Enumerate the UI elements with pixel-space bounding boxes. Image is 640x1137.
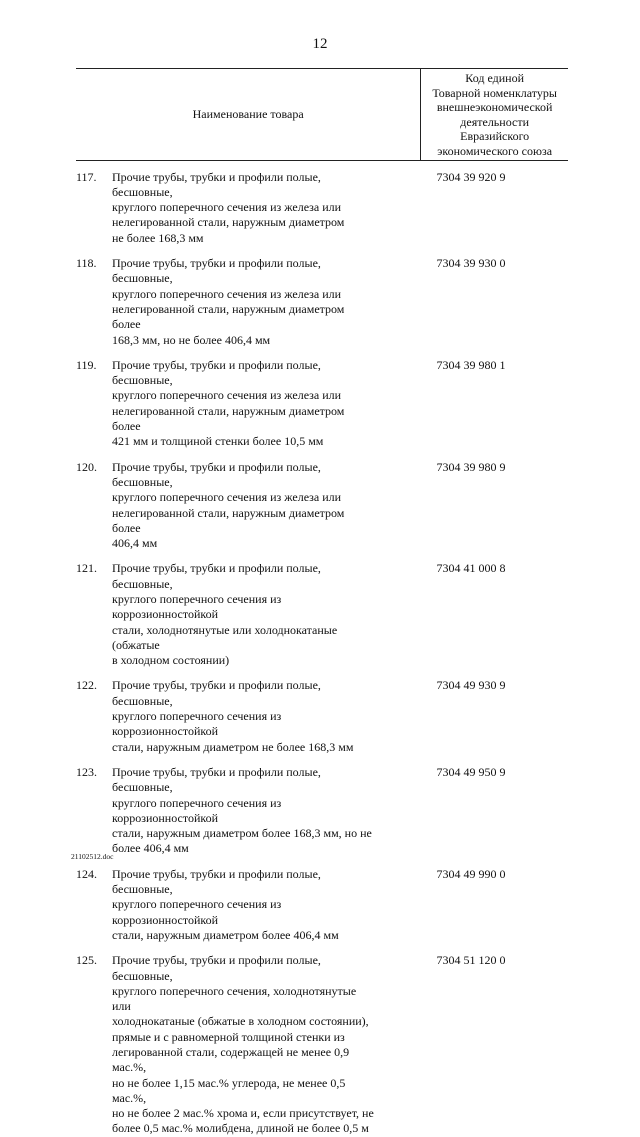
table-row: [76, 170, 568, 246]
row-code: 7304 39 980 1: [436, 357, 506, 372]
description-line: но не более 2 мас.% хрома и, если присутствует, не: [112, 1106, 374, 1121]
header-code-line: внешнеэкономической: [436, 100, 553, 115]
row-number: 118.: [76, 256, 97, 271]
description-line: более 0,5 мас.% молибдена, длиной не более 0,5 м: [112, 1121, 369, 1136]
description-line: нелегированной стали, наружным диаметром более: [112, 301, 345, 332]
description-line: Прочие трубы, трубки и профили полые, бесшовные,: [112, 764, 321, 795]
goods-table: [76, 68, 568, 1137]
description-line: круглого поперечного сечения из коррозионностойкой: [112, 795, 282, 825]
row-code: 7304 49 950 9: [436, 764, 506, 779]
description-line: стали, наружным диаметром не более 168,3 мм: [112, 739, 354, 754]
document-filename: 21102512.doc: [71, 852, 114, 861]
page-number: 12: [312, 36, 328, 52]
header-code-line: Код единой: [465, 71, 524, 85]
row-description: [112, 561, 374, 668]
description-line: круглого поперечного сечения из железа или: [112, 388, 342, 403]
description-line: Прочие трубы, трубки и профили полые, бесшовные,: [112, 357, 321, 388]
description-line: 168,3 мм, но не более 406,4 мм: [112, 332, 271, 347]
row-number: 117.: [76, 169, 97, 184]
description-line: Прочие трубы, трубки и профили полые, бесшовные,: [112, 169, 321, 199]
row-number: 119.: [76, 357, 97, 372]
row-number: 123.: [76, 764, 97, 779]
header-code-line: деятельности: [460, 114, 529, 129]
header-code-line: Товарной номенклатуры: [432, 85, 557, 100]
row-number: 121.: [76, 561, 97, 576]
row-code: 7304 39 920 9: [436, 169, 506, 184]
description-line: Прочие трубы, трубки и профили полые, бесшовные,: [112, 678, 321, 708]
table-row: [76, 953, 568, 1137]
row-code: 7304 41 000 8: [436, 561, 506, 576]
table-header: [76, 68, 568, 161]
row-description: [112, 953, 374, 1137]
row-description: [112, 358, 374, 450]
description-line: Прочие трубы, трубки и профили полые, бесшовные,: [112, 256, 321, 286]
table-row: [76, 561, 568, 668]
row-number: 125.: [76, 953, 97, 968]
description-line: холоднокатаные (обжатые в холодном состоянии),: [112, 1014, 369, 1029]
description-line: круглого поперечного сечения из коррозионностойкой: [112, 897, 282, 927]
description-line: круглого поперечного сечения, холоднотянутые или: [112, 983, 357, 1014]
description-line: круглого поперечного сечения из железа или: [112, 200, 342, 215]
table-row: [76, 765, 568, 857]
row-code: 7304 39 930 0: [436, 256, 506, 271]
description-line: Прочие трубы, трубки и профили полые, бесшовные,: [112, 953, 321, 983]
header-name: Наименование товара: [192, 106, 304, 121]
description-line: стали, наружным диаметром более 406,4 мм: [112, 927, 339, 942]
description-line: стали, наружным диаметром более 168,3 мм, но не: [112, 826, 372, 841]
description-line: нелегированной стали, наружным диаметром: [112, 215, 345, 230]
description-line: Прочие трубы, трубки и профили полые, бесшовные,: [112, 866, 321, 897]
row-code: 7304 39 980 9: [436, 459, 506, 474]
description-line: круглого поперечного сечения из железа или: [112, 286, 342, 301]
row-description: [112, 460, 374, 552]
row-description: [112, 170, 374, 246]
table-row: [76, 358, 568, 450]
description-line: стали, холоднотянутые или холоднокатаные (обжатые: [112, 622, 338, 652]
description-line: легированной стали, содержащей не менее 0,9 мас.%,: [112, 1045, 350, 1075]
row-code: 7304 51 120 0: [436, 953, 506, 968]
row-number: 122.: [76, 678, 97, 693]
description-line: не более 168,3 мм: [112, 230, 204, 245]
description-line: более 406,4 мм: [112, 841, 189, 856]
description-line: в холодном состоянии): [112, 653, 230, 668]
header-code-line: экономического союза: [437, 143, 553, 158]
table-row: [76, 460, 568, 552]
table-row: [76, 678, 568, 754]
description-line: нелегированной стали, наружным диаметром более: [112, 505, 345, 535]
table-body: [76, 161, 568, 1137]
table-row: [76, 256, 568, 348]
description-line: но не более 1,15 мас.% углерода, не менее 0,5 мас.%,: [112, 1075, 346, 1105]
description-line: круглого поперечного сечения из коррозионностойкой: [112, 591, 282, 622]
header-code: [420, 69, 568, 160]
row-code: 7304 49 930 9: [436, 678, 506, 693]
description-line: Прочие трубы, трубки и профили полые, бесшовные,: [112, 561, 321, 591]
description-line: 406,4 мм: [112, 536, 158, 551]
description-line: круглого поперечного сечения из коррозионностойкой: [112, 709, 282, 739]
row-description: [112, 678, 374, 754]
row-description: [112, 256, 374, 348]
row-description: [112, 765, 374, 857]
description-line: 421 мм и толщиной стенки более 10,5 мм: [112, 434, 324, 449]
description-line: круглого поперечного сечения из железа или: [112, 490, 342, 505]
row-number: 120.: [76, 459, 97, 474]
description-line: нелегированной стали, наружным диаметром более: [112, 403, 345, 434]
description-line: Прочие трубы, трубки и профили полые, бесшовные,: [112, 459, 321, 489]
header-code-line: Евразийского: [460, 129, 530, 144]
row-number: 124.: [76, 866, 97, 881]
row-code: 7304 49 990 0: [436, 866, 506, 881]
description-line: прямые и с равномерной толщиной стенки из: [112, 1029, 345, 1044]
